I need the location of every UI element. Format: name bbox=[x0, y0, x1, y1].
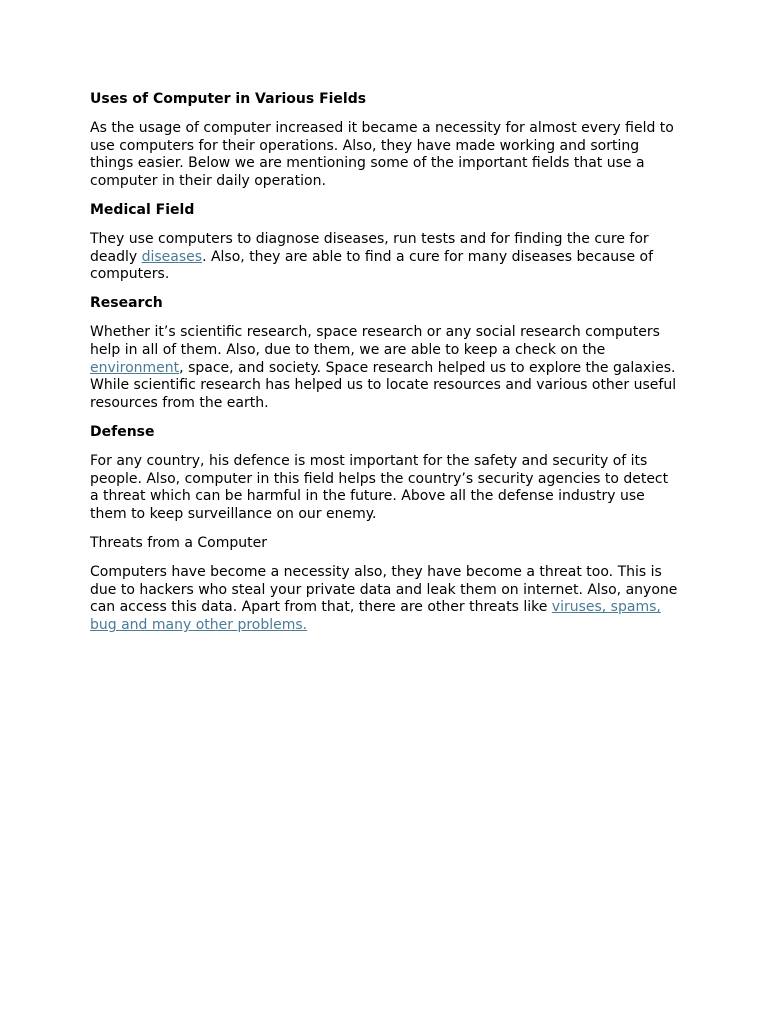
research-text-before: Whether it’s scientific research, space research or any social research computers help in all of them. Also, due to them, we are able to keep a check on the bbox=[90, 323, 660, 358]
research-text-after: , space, and society. Space research helped us to explore the galaxies. While scientific research has helped us to locate resources and various other useful resources from the earth. bbox=[90, 359, 677, 412]
defense-heading: Defense bbox=[90, 423, 155, 440]
document-body bbox=[90, 91, 680, 646]
threats-heading: Threats from a Computer bbox=[90, 534, 267, 551]
document-title: Uses of Computer in Various Fields bbox=[90, 91, 367, 107]
medical-heading: Medical Field bbox=[90, 201, 195, 218]
threats-link[interactable]: viruses, spams, bug and many other problems. bbox=[90, 599, 661, 634]
medical-paragraph bbox=[90, 231, 680, 284]
defense-paragraph: For any country, his defence is most important for the safety and security of its people. Also, computer in this field helps the country’s security agencies to detect a threat which can be harmful in the future. Above all the defense industry use them to keep surveillance on our enemy. bbox=[90, 452, 669, 523]
research-heading: Research bbox=[90, 295, 163, 312]
medical-text-before: They use computers to diagnose diseases, run tests and for finding the cure for deadly bbox=[90, 230, 649, 265]
environment-link[interactable]: environment bbox=[90, 359, 180, 376]
diseases-link[interactable]: diseases bbox=[141, 248, 203, 265]
threats-paragraph bbox=[90, 564, 680, 635]
threats-text-before: Computers have become a necessity also, they have become a threat too. This is due to hackers who steal your private data and leak them on internet. Also, anyone can access this data. Apart from that, there are other threats like bbox=[90, 563, 678, 616]
intro-paragraph: As the usage of computer increased it became a necessity for almost every field to use computers for their operations. Also, they have made working and sorting things easier. Below we are mentioning some of the important fields that use a computer in their daily operation. bbox=[90, 119, 674, 190]
medical-text-after: . Also, they are able to find a cure for many diseases because of computers. bbox=[90, 248, 653, 283]
research-paragraph bbox=[90, 324, 680, 413]
